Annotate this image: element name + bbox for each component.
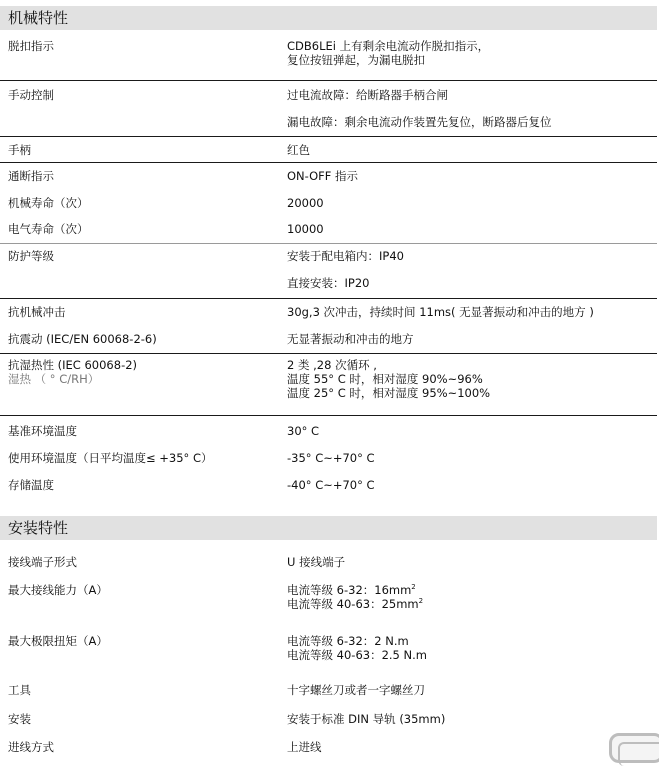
spec-label: 接线端子形式 bbox=[8, 555, 77, 569]
spec-label: 机械寿命（次） bbox=[8, 196, 89, 210]
spec-value: 红色 bbox=[287, 143, 310, 157]
spec-value: CDB6LEi 上有剩余电流动作脱扣指示， 复位按钮弹起，为漏电脱扣 bbox=[287, 39, 490, 67]
row-divider bbox=[0, 353, 657, 354]
spec-value: 过电流故障：给断路器手柄合闸 bbox=[287, 88, 448, 102]
spec-label: 进线方式 bbox=[8, 740, 54, 754]
section-header-mechanical: 机械特性 bbox=[0, 6, 657, 30]
spec-label: 抗机械冲击 bbox=[8, 305, 66, 319]
row-divider bbox=[0, 243, 657, 244]
superscript: 2 bbox=[411, 583, 416, 591]
spec-value: 上进线 bbox=[287, 740, 322, 754]
spec-value: 无显著振动和冲击的地方 bbox=[287, 332, 414, 346]
spec-label: 工具 bbox=[8, 683, 31, 697]
spec-label: 安装 bbox=[8, 712, 31, 726]
spec-value: 安装于标准 DIN 导轨 (35mm) bbox=[287, 712, 446, 726]
spec-label: 抗震动 (IEC/EN 60068-2-6) bbox=[8, 332, 157, 346]
spec-label: 存储温度 bbox=[8, 478, 54, 492]
spec-value: -35° C~+70° C bbox=[287, 451, 375, 465]
spec-label: 脱扣指示 bbox=[8, 39, 54, 53]
spec-label: 手动控制 bbox=[8, 88, 54, 102]
spec-value: 漏电故障：剩余电流动作装置先复位，断路器后复位 bbox=[287, 115, 552, 129]
spec-label: 最大接线能力（A） bbox=[8, 583, 108, 597]
spec-value: ON-OFF 指示 bbox=[287, 169, 359, 183]
spec-label: 使用环境温度（日平均温度≤ +35° C） bbox=[8, 451, 213, 465]
spec-sublabel: 湿热 （ ° C/RH） bbox=[8, 372, 100, 386]
spec-label: 基准环境温度 bbox=[8, 424, 77, 438]
spec-value: 十字螺丝刀或者一字螺丝刀 bbox=[287, 683, 425, 697]
spec-label: 防护等级 bbox=[8, 249, 54, 263]
spec-value: 电流等级 6-32：$16mm^2$ 电流等级 40-63：$25mm^2$ bbox=[287, 583, 424, 611]
superscript: 2 bbox=[418, 597, 424, 605]
spec-value: -40° C~+70° C bbox=[287, 478, 375, 492]
row-divider bbox=[0, 80, 657, 81]
spec-value: 2 类 ,28 次循环 , 温度 55° C 时，相对湿度 90%~96% 温度 25° C 时，相对湿度 95%~100% bbox=[287, 358, 491, 400]
row-divider bbox=[0, 415, 657, 416]
spec-value: U 接线端子 bbox=[287, 555, 346, 569]
spec-value: 10000 bbox=[287, 222, 324, 236]
spec-value: 30° C bbox=[287, 424, 320, 438]
spec-value: 30g,3 次冲击，持续时间 11ms( 无显著振动和冲击的地方 ) bbox=[287, 305, 594, 319]
section-header-installation: 安装特性 bbox=[0, 516, 657, 540]
spec-value: 安装于配电箱内：IP40 bbox=[287, 249, 404, 263]
spec-label: 通断指示 bbox=[8, 169, 54, 183]
spec-label: 手柄 bbox=[8, 143, 31, 157]
row-divider bbox=[0, 136, 657, 137]
corner-decoration bbox=[609, 733, 659, 763]
spec-value: 20000 bbox=[287, 196, 324, 210]
spec-label: 最大极限扭矩（A） bbox=[8, 634, 108, 648]
spec-label: 电气寿命（次） bbox=[8, 222, 89, 236]
row-divider bbox=[0, 298, 657, 299]
spec-label: 抗湿热性 (IEC 60068-2) bbox=[8, 358, 138, 372]
row-divider bbox=[0, 162, 657, 163]
spec-label-group bbox=[8, 358, 137, 386]
spec-value: 直接安装：IP20 bbox=[287, 276, 370, 290]
spec-value: 电流等级 6-32：2 N.m 电流等级 40-63：2.5 N.m bbox=[287, 634, 427, 662]
